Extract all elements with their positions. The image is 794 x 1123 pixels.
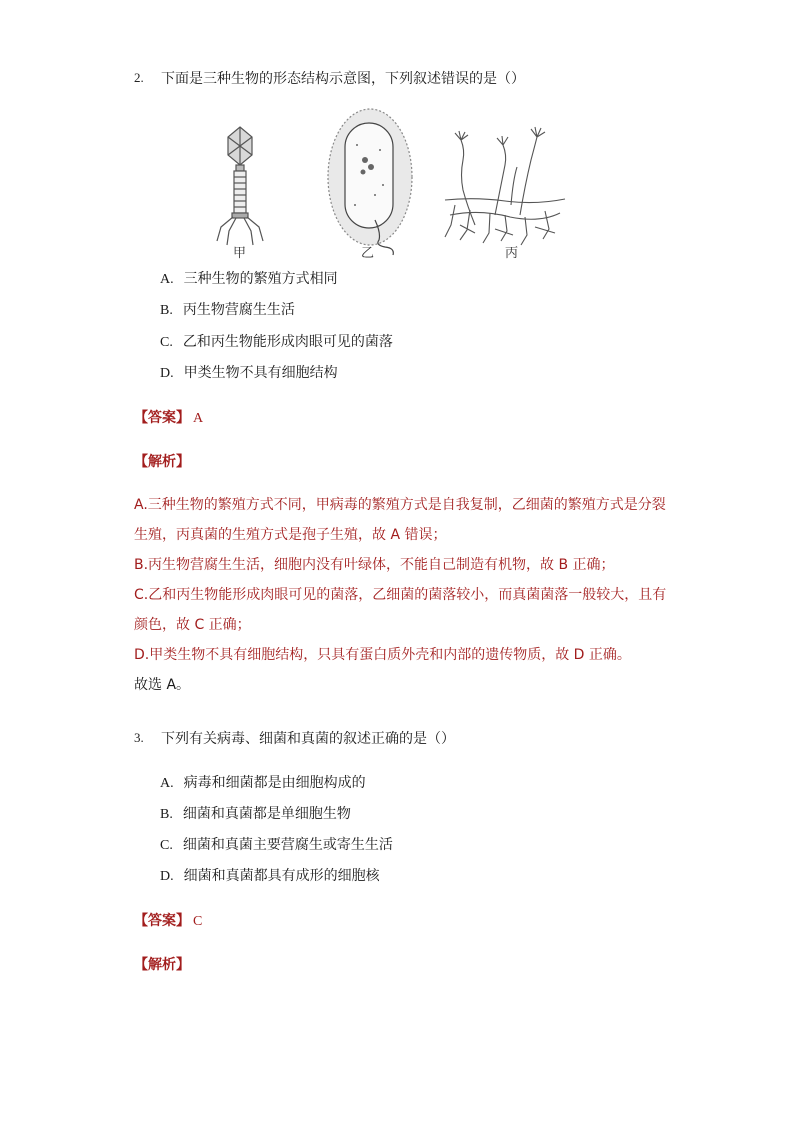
q3-option-a-text: 病毒和细菌都是由细胞构成的 (183, 775, 366, 791)
q2-analysis-line: A.三种生物的繁殖方式不同，甲病毒的繁殖方式是自我复制，乙细菌的繁殖方式是分裂 (134, 497, 666, 513)
organisms-illustration (205, 105, 575, 260)
q3-option-c-letter: C. (160, 838, 173, 853)
q2-analysis-line: D.甲类生物不具有细胞结构，只具有蛋白质外壳和内部的遗传物质，故 D 正确。 (134, 647, 631, 663)
q2-option-c-text: 乙和丙生物能形成肉眼可见的菌落 (182, 334, 393, 350)
q3-option-d-letter: D. (160, 869, 174, 884)
q2-analysis-line: B.丙生物营腐生生活，细胞内没有叶绿体，不能自己制造有机物，故 B 正确； (134, 557, 615, 573)
figure-label-yi: 乙 (361, 245, 375, 260)
q2-option-a (160, 268, 338, 288)
q2-answer-value: A (193, 411, 204, 426)
question-3-stem: 下列有关病毒、细菌和真菌的叙述正确的是（） (161, 731, 455, 747)
q3-option-c (160, 834, 393, 854)
figure-label-jia: 甲 (233, 245, 247, 260)
q2-analysis-line: 颜色，故 C 正确； (134, 617, 251, 633)
q3-option-b (160, 803, 351, 823)
q3-option-a (160, 772, 366, 792)
q3-answer-label: 【答案】 (134, 913, 190, 929)
phage-drawing (217, 127, 263, 245)
question-3-number: 3. (134, 730, 144, 745)
q3-answer (134, 910, 202, 930)
fungus-drawing (445, 127, 565, 245)
q2-option-c-letter: C. (160, 335, 173, 350)
q2-analysis-line: 生殖，丙真菌的生殖方式是孢子生殖，故 A 错误； (134, 527, 447, 543)
q3-option-b-letter: B. (160, 807, 173, 822)
q2-answer-label: 【答案】 (134, 410, 190, 426)
question-2-stem: 下面是三种生物的形态结构示意图，下列叙述错误的是（） (161, 71, 525, 87)
q2-analysis-label: 【解析】 (134, 454, 190, 470)
q2-option-d-text: 甲类生物不具有细胞结构 (183, 365, 338, 381)
q2-option-b-text: 丙生物营腐生生活 (182, 302, 295, 318)
question-2-number: 2. (134, 70, 144, 85)
q2-answer (134, 407, 203, 427)
q3-option-d (160, 865, 380, 885)
q3-option-b-text: 细菌和真菌都是单细胞生物 (182, 806, 351, 822)
q3-option-a-letter: A. (160, 776, 174, 791)
q3-analysis-label: 【解析】 (134, 957, 190, 973)
q2-analysis-body (134, 490, 674, 700)
q2-analysis-line: C.乙和丙生物能形成肉眼可见的菌落，乙细菌的菌落较小，而真菌菌落一般较大，且有 (134, 587, 667, 603)
q2-option-b-letter: B. (160, 303, 173, 318)
q3-option-c-text: 细菌和真菌主要营腐生或寄生生活 (182, 837, 393, 853)
q3-answer-value: C (193, 914, 203, 929)
q2-option-d-letter: D. (160, 366, 174, 381)
q2-option-b (160, 299, 295, 319)
q2-option-d (160, 362, 338, 382)
figure-label-bing: 丙 (505, 245, 519, 260)
q2-option-a-letter: A. (160, 272, 174, 287)
q2-analysis-line: 故选 A。 (134, 677, 191, 693)
q2-option-a-text: 三种生物的繁殖方式相同 (183, 271, 338, 287)
q3-option-d-text: 细菌和真菌都具有成形的细胞核 (183, 868, 380, 884)
three-organisms-figure (205, 105, 575, 260)
q2-option-c (160, 331, 393, 351)
bacterium-drawing (328, 109, 412, 255)
